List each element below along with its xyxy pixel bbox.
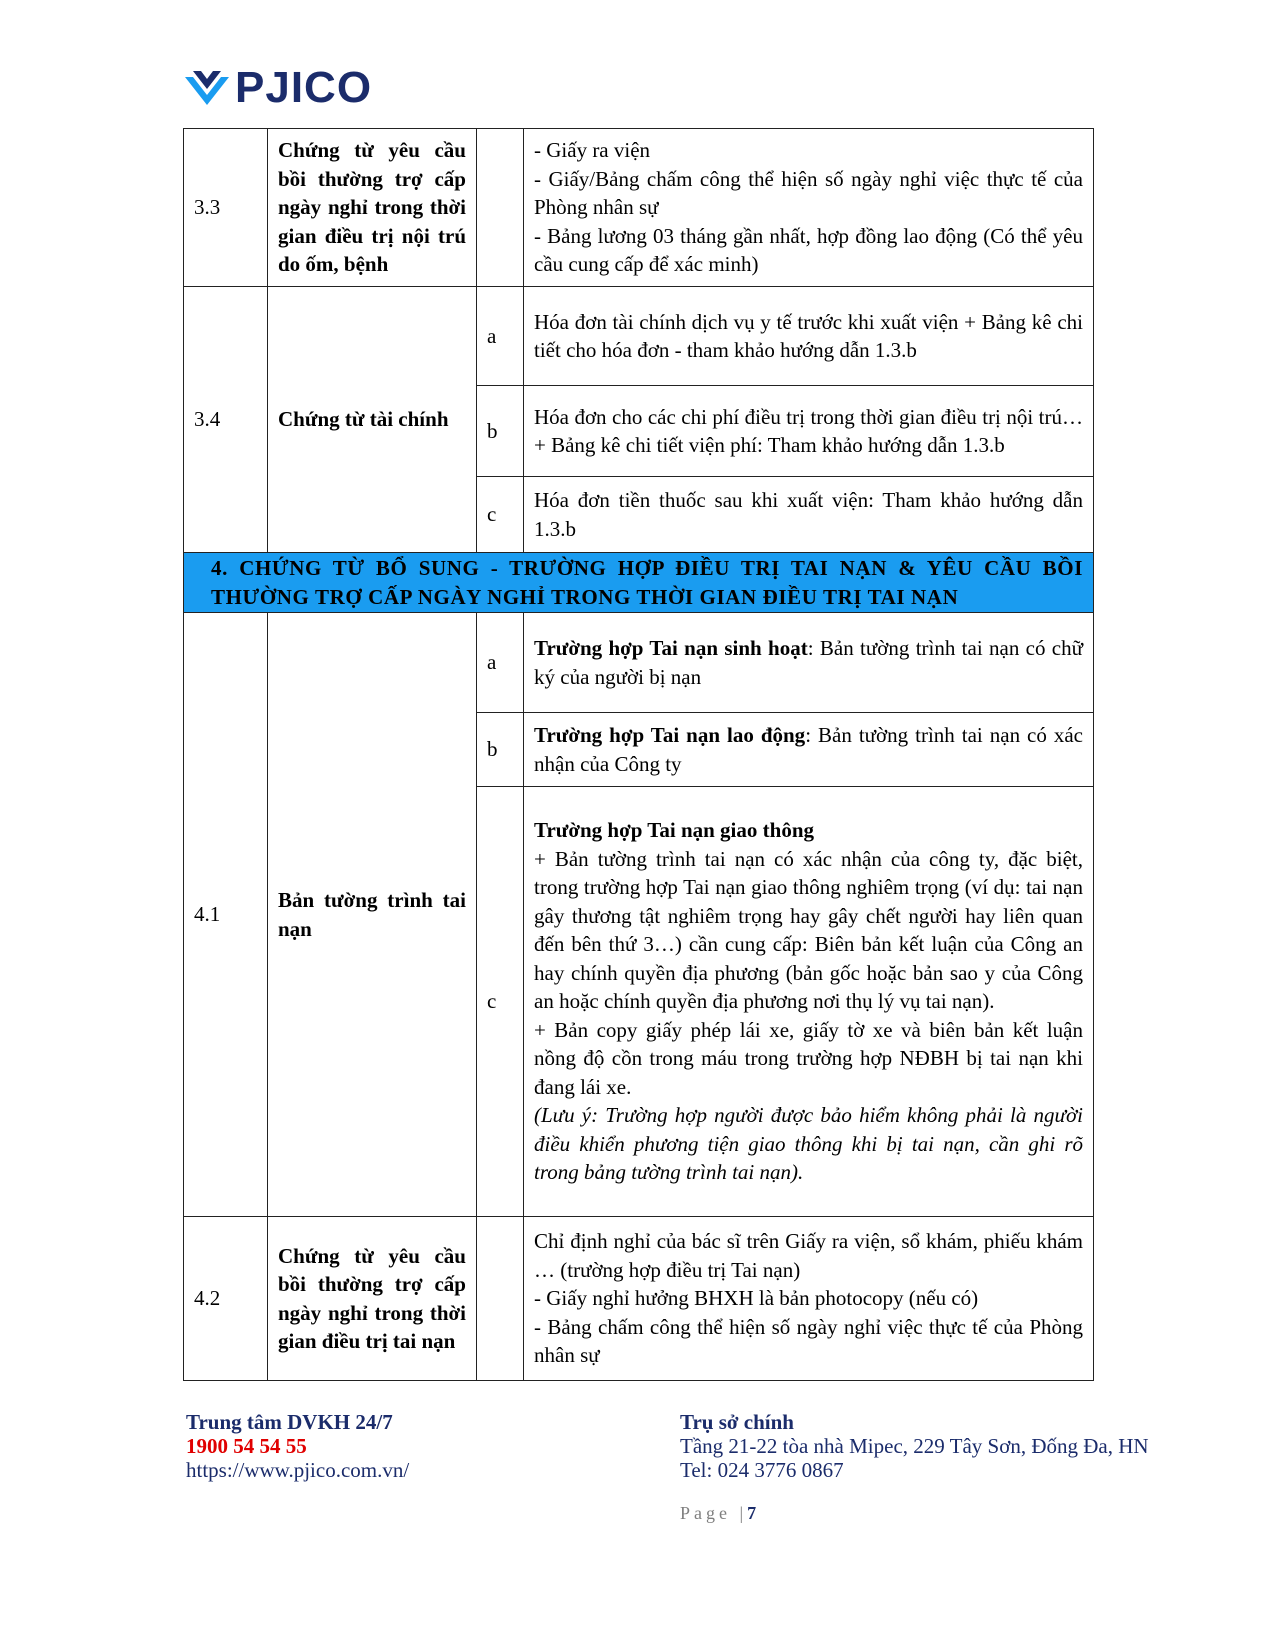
row-letter: a <box>477 287 524 386</box>
footer-address: Tầng 21-22 tòa nhà Mipec, 229 Tây Sơn, Đống Đa, HN <box>680 1434 1149 1458</box>
footer-center-title: Trung tâm DVKH 24/7 <box>186 1410 393 1434</box>
case-note: (Lưu ý: Trường hợp người được bảo hiểm không phải là người điều khiển phương tiện giao thông khi bị tai nạn, cần ghi rõ trong bảng tường trình tai nạn). <box>534 1103 1083 1185</box>
table-row <box>184 613 1094 713</box>
row-title: Chứng từ yêu cầu bồi thường trợ cấp ngày nghỉ trong thời gian điều trị nội trú do ốm, bệnh <box>268 129 477 287</box>
case-paragraph: + Bản copy giấy phép lái xe, giấy tờ xe và biên bản kết luận nồng độ cồn trong máu trong trường hợp NĐBH bị tai nạn khi đang lái xe. <box>534 1017 1083 1099</box>
row-letter: c <box>477 787 524 1217</box>
page-number-footer <box>680 1503 756 1524</box>
content-line: - Giấy/Bảng chấm công thể hiện số ngày nghỉ việc thực tế của Phòng nhân sự <box>534 166 1083 220</box>
case-text: : Bản tường trình tai nạn có xác nhận của Công ty <box>534 723 1084 776</box>
row-content: Hóa đơn tài chính dịch vụ y tế trước khi xuất viện + Bảng kê chi tiết cho hóa đơn - tham khảo hướng dẫn 1.3.b <box>524 287 1094 386</box>
case-paragraph: + Bản tường trình tai nạn có xác nhận của công ty, đặc biệt, trong trường hợp Tai nạn giao thông nghiêm trọng (ví dụ: tai nạn gây thương tật nghiêm trọng hay gây chết người hay liên quan đến bên thứ 3…) cần cung cấp: Biên bản kết luận của Công an hay chính quyền địa phương (bản gốc hoặc bản sao y của Công an hoặc chính quyền địa phương nơi thụ lý vụ tai nạn). <box>534 846 1083 1014</box>
section-heading-row <box>184 553 1094 613</box>
case-title: Trường hợp Tai nạn giao thông <box>534 818 814 843</box>
content-line: - Giấy nghỉ hưởng BHXH là bản photocopy (nếu có) <box>534 1286 979 1311</box>
content-line: - Bảng lương 03 tháng gần nhất, hợp đồng lao động (Có thể yêu cầu cung cấp để xác minh) <box>534 223 1083 277</box>
row-content: Hóa đơn tiền thuốc sau khi xuất viện: Tham khảo hướng dẫn 1.3.b <box>524 477 1094 553</box>
footer-contact-center <box>186 1410 409 1482</box>
row-letter: b <box>477 386 524 477</box>
row-number: 3.3 <box>184 129 268 287</box>
pjico-logo-icon <box>183 69 231 107</box>
row-number: 3.4 <box>184 287 268 553</box>
row-title: Bản tường trình tai nạn <box>268 613 477 1217</box>
footer-tel: Tel: 024 3776 0867 <box>680 1458 844 1482</box>
row-letter <box>477 1217 524 1381</box>
row-letter: a <box>477 613 524 713</box>
row-content <box>524 787 1094 1217</box>
pjico-logo <box>183 63 373 112</box>
row-letter <box>477 129 524 287</box>
row-letter: b <box>477 713 524 787</box>
section-heading: 4. CHỨNG TỪ BỔ SUNG - TRƯỜNG HỢP ĐIỀU TRỊ TAI NẠN & YÊU CẦU BỒI THƯỜNG TRỢ CẤP NGÀY NGHỈ TRONG THỜI GIAN ĐIỀU TRỊ TAI NẠN <box>184 553 1094 613</box>
row-number: 4.1 <box>184 613 268 1217</box>
case-text: : Bản tường trình tai nạn có chữ ký của người bị nạn <box>534 636 1083 689</box>
content-line: - Giấy ra viện <box>534 138 651 163</box>
table-row <box>184 287 1094 386</box>
row-number: 4.2 <box>184 1217 268 1381</box>
footer-office-title: Trụ sở chính <box>680 1410 794 1434</box>
row-content <box>524 613 1094 713</box>
case-title: Trường hợp Tai nạn lao động <box>534 723 806 747</box>
case-title: Trường hợp Tai nạn sinh hoạt <box>534 636 808 660</box>
page-label: Page | <box>680 1503 748 1523</box>
footer-website-link[interactable]: https://www.pjico.com.vn/ <box>186 1458 410 1482</box>
row-content <box>524 1217 1094 1381</box>
row-title: Chứng từ yêu cầu bồi thường trợ cấp ngày nghỉ trong thời gian điều trị tai nạn <box>268 1217 477 1381</box>
content-line: Chỉ định nghỉ của bác sĩ trên Giấy ra viện, sổ khám, phiếu khám … (trường hợp điều trị Tai nạn) <box>534 1229 1083 1282</box>
footer-head-office <box>680 1410 1149 1482</box>
row-content: Hóa đơn cho các chi phí điều trị trong thời gian điều trị nội trú… + Bảng kê chi tiết viện phí: Tham khảo hướng dẫn 1.3.b <box>524 386 1094 477</box>
row-title: Chứng từ tài chính <box>268 287 477 553</box>
row-letter: c <box>477 477 524 553</box>
table-row <box>184 129 1094 287</box>
row-content <box>524 129 1094 287</box>
page-number: 7 <box>747 1503 757 1523</box>
row-content <box>524 713 1094 787</box>
claims-documents-table <box>183 128 1094 1381</box>
logo-text: PJICO <box>235 63 373 112</box>
footer-hotline[interactable]: 1900 54 54 55 <box>186 1434 307 1458</box>
table-row <box>184 1217 1094 1381</box>
content-line: - Bảng chấm công thể hiện số ngày nghỉ việc thực tế của Phòng nhân sự <box>534 1314 1083 1368</box>
